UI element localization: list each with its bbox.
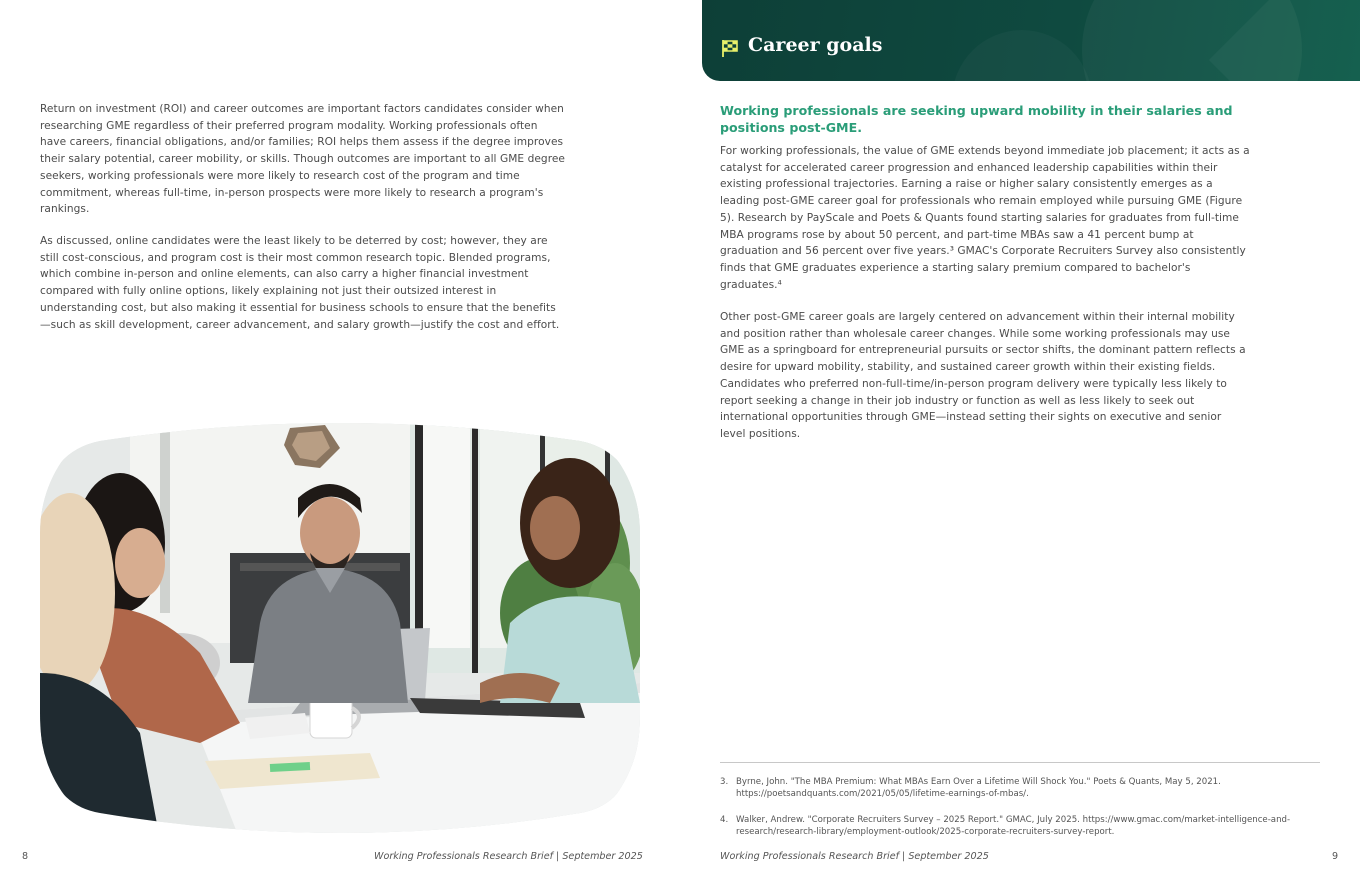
section-title: Career goals — [748, 34, 883, 56]
footnote-divider — [720, 762, 1320, 763]
left-paragraph-2: As discussed, online candidates were the least likely to be deterred by cost; however, they are still cost-conscious, and program cost is their most common research topic. Blended programs, which combine in-person and online elements, can also carry a higher financial investment compared with fully online options, likely explaining not just their outsized interest in understanding cost, but also making it essential for business schools to ensure that the benefits—such as skill development, career advancement, and salary growth—justify the cost and effort. — [40, 235, 560, 331]
left-paragraph-1: Return on investment (ROI) and career outcomes are important factors candidates consider when researching GME regardless of their preferred program modality. Working professionals often have careers, financial obligations, and/or families; ROI helps them assess if the degree improves their salary potential, career mobility, or skills. Though outcomes are important to all GME degree seekers, working professionals were more likely to research cost of the program and time commitment, whereas full-time, in-person prospects were more likely to research a program's rankings. — [40, 103, 566, 216]
right-page-number: 9 — [1332, 851, 1339, 862]
footnote-text: Walker, Andrew. "Corporate Recruiters Survey – 2025 Report." GMAC, July 2025. https://www.gmac.com/market-intelligence-and-research/research-library/employment-outlook/2025-corporate-recruiters-survey-report. — [736, 815, 1291, 838]
section-subheading: Working professionals are seeking upward mobility in their salaries and positions post-GME. — [720, 103, 1233, 135]
footnote-text: Byrne, John. "The MBA Premium: What MBAs Earn Over a Lifetime Will Shock You." Poets & Quants, May 5, 2021. https://poetsandquants.com/2021/05/05/lifetime-earnings-of-mbas/. — [736, 777, 1221, 800]
flag-icon — [720, 38, 740, 58]
right-footer-title: Working Professionals Research Brief | September 2025 — [720, 851, 989, 862]
right-paragraph-2: Other post-GME career goals are largely centered on advancement within their internal mobility and position rather than wholesale career changes. While some working professionals may use GME as a springboard for entrepreneurial pursuits or sector shifts, the dominant pattern reflects a desire for upward mobility, stability, and sustained career growth within their existing fields. Candidates who preferred non-full-time/in-person program delivery were typically less likely to report seeking a change in their job industry or function as well as less likely to seek out international opportunities through GME—instead setting their sights on executive and senior level positions. — [720, 311, 1246, 440]
footnote-number: 4. — [720, 815, 729, 825]
right-paragraph-1: For working professionals, the value of GME extends beyond immediate job placement; it acts as a catalyst for accelerated career progression and enhanced leadership capabilities within their existing professional trajectories. Earning a raise or higher salary consistently emerges as a leading post-GME career goal for professionals who remain employed while pursuing GME (Figure 5). Research by PayScale and Poets & Quants found starting salaries for graduates from full-time MBA programs rose by about 50 percent, and part-time MBAs saw a 41 percent bump at graduation and 56 percent over five years.³ GMAC's Corporate Recruiters Survey also consistently finds that GME graduates experience a starting salary premium compared to bachelor's graduates.⁴ — [720, 145, 1250, 291]
left-page-number: 8 — [22, 851, 29, 862]
meeting-photo-illustration — [40, 413, 640, 840]
meeting-photo — [40, 413, 640, 840]
footnote-number: 3. — [720, 777, 729, 787]
section-banner — [702, 0, 1360, 81]
left-footer-title: Working Professionals Research Brief | September 2025 — [374, 851, 643, 862]
